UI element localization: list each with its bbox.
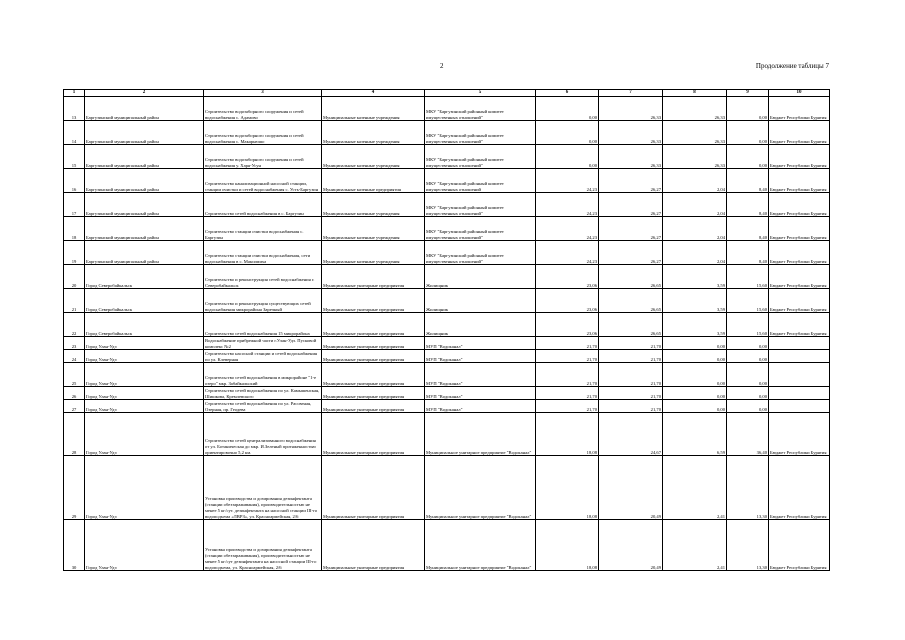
cell-funding-source: Бюджет Республики Бурятия bbox=[769, 520, 830, 571]
table-row bbox=[64, 456, 830, 520]
cell-value-col9: 0,00 bbox=[727, 387, 769, 400]
cell-customer: МУП "Водоканал" bbox=[425, 350, 536, 363]
cell-value-col9: 13,30 bbox=[727, 456, 769, 520]
cell-value-col6: 18,08 bbox=[536, 520, 599, 571]
cell-value-col7: 24,67 bbox=[599, 413, 663, 456]
cell-value-col8: 3,59 bbox=[663, 289, 727, 313]
cell-organization-form: Муниципальные унитарные предприятия bbox=[322, 363, 425, 387]
cell-value-col6: 0,00 bbox=[536, 121, 599, 145]
cell-organization-form: Муниципальные унитарные предприятия bbox=[322, 350, 425, 363]
cell-row-number: 23 bbox=[64, 337, 85, 350]
cell-value-col7: 26,65 bbox=[599, 313, 663, 337]
cell-funding-source: Бюджет Республики Бурятия bbox=[769, 169, 830, 193]
cell-object-name: Строительство водозаборного сооружения и сетей водоснабжения с. Макарьюшо bbox=[204, 121, 322, 145]
cell-value-col9: 13,30 bbox=[727, 520, 769, 571]
cell-value-col6: 24,23 bbox=[536, 169, 599, 193]
cell-value-col7: 21,70 bbox=[599, 363, 663, 387]
table-row bbox=[64, 241, 830, 265]
cell-object-name: Строительство насосной станции и сетей водоснабжения по ул. Клеверная bbox=[204, 350, 322, 363]
cell-customer: Жилищник bbox=[425, 265, 536, 289]
cell-object-name: Строительство канализационной насосной станции, станции очистки и сетей водоснабжения с. Усть-Баргузин bbox=[204, 169, 322, 193]
table-continuation-label: Продолжение таблицы 7 bbox=[755, 62, 829, 70]
cell-customer: Муниципальное унитарное предприятие "Водоканал" bbox=[425, 520, 536, 571]
cell-object-name: Строительство сетей водоснабжения в с. Баргузин bbox=[204, 193, 322, 217]
cell-organization-form: Муниципальные унитарные предприятия bbox=[322, 265, 425, 289]
cell-customer: МКУ "Баргузинский районный комитет имущественных отношений" bbox=[425, 193, 536, 217]
cell-municipality: Город Улан-Удэ bbox=[85, 520, 204, 571]
table-row bbox=[64, 289, 830, 313]
cell-value-col9: 0,00 bbox=[727, 350, 769, 363]
cell-municipality: Баргузинский муниципальный район bbox=[85, 169, 204, 193]
cell-value-col7: 26,65 bbox=[599, 289, 663, 313]
cell-value-col6: 24,23 bbox=[536, 217, 599, 241]
cell-object-name: Строительство станции очистки водоснабжения, сети водоснабжения в с. Максимиха bbox=[204, 241, 322, 265]
cell-municipality: Город Северобайкальск bbox=[85, 289, 204, 313]
cell-value-col7: 21,70 bbox=[599, 400, 663, 413]
cell-customer: МКУ "Баргузинский районный комитет имущественных отношений" bbox=[425, 217, 536, 241]
cell-object-name: Строительство сетей водоснабжения в микрорайоне "1-е озеро" мкр. Забайкальский bbox=[204, 363, 322, 387]
cell-municipality: Город Улан-Удэ bbox=[85, 387, 204, 400]
cell-value-col7: 21,70 bbox=[599, 337, 663, 350]
cell-value-col8: 26,33 bbox=[663, 97, 727, 121]
cell-municipality: Баргузинский муниципальный район bbox=[85, 241, 204, 265]
cell-value-col7: 20,49 bbox=[599, 520, 663, 571]
cell-row-number: 28 bbox=[64, 413, 85, 456]
column-header: 1 bbox=[64, 90, 85, 97]
cell-row-number: 14 bbox=[64, 121, 85, 145]
cell-value-col7: 26,27 bbox=[599, 169, 663, 193]
column-header: 8 bbox=[663, 90, 727, 97]
cell-value-col6: 0,00 bbox=[536, 97, 599, 121]
cell-value-col8: 2,04 bbox=[663, 193, 727, 217]
cell-object-name: Строительство сетей водоснабжения по ул. Камышенская, Шишкова, Кремлевского bbox=[204, 387, 322, 400]
cell-row-number: 20 bbox=[64, 265, 85, 289]
cell-funding-source: Бюджет Республики Бурятия bbox=[769, 265, 830, 289]
table-row bbox=[64, 313, 830, 337]
cell-municipality: Город Северобайкальск bbox=[85, 313, 204, 337]
cell-organization-form: Муниципальные унитарные предприятия bbox=[322, 313, 425, 337]
cell-value-col8: 2,04 bbox=[663, 217, 727, 241]
cell-row-number: 19 bbox=[64, 241, 85, 265]
cell-value-col8: 0,00 bbox=[663, 350, 727, 363]
cell-row-number: 15 bbox=[64, 145, 85, 169]
cell-value-col9: 0,00 bbox=[727, 363, 769, 387]
cell-value-col7: 26,33 bbox=[599, 97, 663, 121]
cell-value-col6: 23,06 bbox=[536, 313, 599, 337]
cell-value-col7: 21,70 bbox=[599, 387, 663, 400]
cell-customer: Жилищник bbox=[425, 313, 536, 337]
cell-funding-source bbox=[769, 363, 830, 387]
cell-object-name: Строительство станции очистки водоснабжения с. Баргузин bbox=[204, 217, 322, 241]
cell-value-col9: 8,40 bbox=[727, 193, 769, 217]
cell-organization-form: Муниципальные казенные учреждения bbox=[322, 193, 425, 217]
cell-value-col8: 0,00 bbox=[663, 363, 727, 387]
cell-value-col9: 0,00 bbox=[727, 337, 769, 350]
table-row bbox=[64, 387, 830, 400]
cell-municipality: Город Улан-Удэ bbox=[85, 363, 204, 387]
cell-value-col6: 21,70 bbox=[536, 387, 599, 400]
cell-customer: МКУ "Баргузинский районный комитет имущественных отношений" bbox=[425, 145, 536, 169]
table-row bbox=[64, 363, 830, 387]
cell-funding-source: Бюджет Республики Бурятия bbox=[769, 241, 830, 265]
cell-object-name: Установка производства и дозирования дезинфектанта (станции обеззараживания), производительностью не менее 5 кг/сут дезинфектанта на насосной станции III-го водоподъема, ул. Красноармейская, 2/6 bbox=[204, 520, 322, 571]
column-header: 4 bbox=[322, 90, 425, 97]
cell-value-col9: 8,40 bbox=[727, 217, 769, 241]
cell-value-col6: 24,23 bbox=[536, 241, 599, 265]
table-row bbox=[64, 520, 830, 571]
cell-funding-source: Бюджет Республики Бурятия bbox=[769, 313, 830, 337]
cell-customer: МКУ "Баргузинский районный комитет имущественных отношений" bbox=[425, 241, 536, 265]
cell-organization-form: Муниципальные унитарные предприятия bbox=[322, 456, 425, 520]
cell-object-name: Строительство сетей водоснабжения по ул. Рассвеная, Озерная, пр. Геодева bbox=[204, 400, 322, 413]
cell-row-number: 24 bbox=[64, 350, 85, 363]
column-header: 9 bbox=[727, 90, 769, 97]
cell-value-col9: 15,60 bbox=[727, 289, 769, 313]
cell-value-col6: 0,00 bbox=[536, 145, 599, 169]
cell-value-col8: 2,04 bbox=[663, 241, 727, 265]
cell-customer: МКУ "Баргузинский районный комитет имущественных отношений bbox=[425, 169, 536, 193]
cell-row-number: 16 bbox=[64, 169, 85, 193]
cell-row-number: 25 bbox=[64, 363, 85, 387]
cell-value-col9: 36,40 bbox=[727, 413, 769, 456]
cell-municipality: Город Улан-Удэ bbox=[85, 400, 204, 413]
cell-funding-source: Бюджет Республики Бурятия bbox=[769, 456, 830, 520]
cell-value-col8: 2,04 bbox=[663, 169, 727, 193]
cell-value-col6: 24,23 bbox=[536, 193, 599, 217]
cell-organization-form: Муниципальные унитарные предприятия bbox=[322, 337, 425, 350]
cell-value-col6: 23,06 bbox=[536, 289, 599, 313]
cell-value-col7: 26,27 bbox=[599, 193, 663, 217]
cell-value-col7: 26,33 bbox=[599, 145, 663, 169]
cell-organization-form: Муниципальные унитарные предприятия bbox=[322, 387, 425, 400]
cell-funding-source: Бюджет Республики Бурятия bbox=[769, 121, 830, 145]
cell-row-number: 27 bbox=[64, 400, 85, 413]
cell-organization-form: Муниципальные казенные предприятия bbox=[322, 169, 425, 193]
cell-value-col8: 3,59 bbox=[663, 313, 727, 337]
cell-customer: МУП "Водоканал" bbox=[425, 337, 536, 350]
cell-customer: Муниципальное унитарное предприятие "Водоканал" bbox=[425, 456, 536, 520]
cell-value-col9: 8,40 bbox=[727, 169, 769, 193]
cell-value-col9: 0,00 bbox=[727, 400, 769, 413]
cell-funding-source bbox=[769, 387, 830, 400]
cell-municipality: Баргузинский муниципальный район bbox=[85, 145, 204, 169]
cell-municipality: Город Улан-Удэ bbox=[85, 413, 204, 456]
cell-organization-form: Муниципальные казенные учреждения bbox=[322, 241, 425, 265]
cell-value-col8: 0,00 bbox=[663, 400, 727, 413]
cell-value-col9: 0,00 bbox=[727, 145, 769, 169]
cell-organization-form: Муниципальные казенные учреждения bbox=[322, 145, 425, 169]
column-header: 10 bbox=[769, 90, 830, 97]
cell-row-number: 18 bbox=[64, 217, 85, 241]
column-header: 6 bbox=[536, 90, 599, 97]
cell-funding-source: Бюджет Республики Бурятия bbox=[769, 193, 830, 217]
table-row bbox=[64, 97, 830, 121]
cell-value-col7: 26,27 bbox=[599, 217, 663, 241]
cell-value-col8: 2,41 bbox=[663, 520, 727, 571]
cell-object-name: Строительство водозаборного сооружения и сетей водоснабжения у. Харя-Усун bbox=[204, 145, 322, 169]
cell-funding-source: Бюджет Республики Бурятия bbox=[769, 413, 830, 456]
cell-organization-form: Муниципальные унитарные предприятия bbox=[322, 413, 425, 456]
data-table bbox=[63, 89, 830, 571]
cell-value-col9: 15,60 bbox=[727, 313, 769, 337]
cell-value-col6: 21,70 bbox=[536, 400, 599, 413]
cell-organization-form: Муниципальные унитарные предприятия bbox=[322, 400, 425, 413]
table-row bbox=[64, 169, 830, 193]
cell-row-number: 29 bbox=[64, 456, 85, 520]
cell-value-col6: 21,70 bbox=[536, 337, 599, 350]
cell-funding-source bbox=[769, 337, 830, 350]
cell-customer: Муниципальное унитарное предприятие "Водоканал" bbox=[425, 413, 536, 456]
cell-object-name: Установка производства и дозирования дезинфектанта (станции обеззараживания), производительностью не менее 5 кг/сут. дезинфектанта на насосной станции III-го водоподъема «ЛВРЗ», ул. Красноармейская, 2/6 bbox=[204, 456, 322, 520]
cell-value-col8: 0,00 bbox=[663, 337, 727, 350]
cell-object-name: Строительство водозаборного сооружения и сетей водоснабжения с. Адамово bbox=[204, 97, 322, 121]
cell-municipality: Город Улан-Удэ bbox=[85, 350, 204, 363]
cell-value-col9: 15,60 bbox=[727, 265, 769, 289]
cell-municipality: Баргузинский муниципальный район bbox=[85, 193, 204, 217]
cell-organization-form: Муниципальные унитарные предприятия bbox=[322, 520, 425, 571]
cell-funding-source: Бюджет Республики Бурятия bbox=[769, 145, 830, 169]
cell-value-col8: 26,33 bbox=[663, 145, 727, 169]
cell-organization-form: Муниципальные казенные учреждения bbox=[322, 97, 425, 121]
cell-value-col9: 0,00 bbox=[727, 97, 769, 121]
cell-row-number: 13 bbox=[64, 97, 85, 121]
cell-value-col6: 18,08 bbox=[536, 456, 599, 520]
cell-object-name: Строительство сетей водоснабжения 15 микрорайона bbox=[204, 313, 322, 337]
cell-municipality: Баргузинский муниципальный район bbox=[85, 121, 204, 145]
cell-object-name: Строительство и реконструкция существующих сетей водоснабжения микрорайона Заречный bbox=[204, 289, 322, 313]
cell-funding-source bbox=[769, 350, 830, 363]
cell-object-name: Строительство и реконструкция сетей водоснабжения г. Северобайкальск bbox=[204, 265, 322, 289]
cell-object-name: Водоснабжение прибрежной части г.Улан-Удэ. Пусковой комплекс №2 bbox=[204, 337, 322, 350]
cell-value-col7: 20,49 bbox=[599, 456, 663, 520]
table-row bbox=[64, 400, 830, 413]
cell-municipality: Город Улан-Удэ bbox=[85, 337, 204, 350]
table-body bbox=[64, 97, 830, 571]
cell-funding-source: Бюджет Республики Бурятия bbox=[769, 217, 830, 241]
cell-value-col7: 26,27 bbox=[599, 241, 663, 265]
column-header: 7 bbox=[599, 90, 663, 97]
cell-organization-form: Муниципальные унитарные предприятия bbox=[322, 289, 425, 313]
cell-municipality: Баргузинский муниципальный район bbox=[85, 97, 204, 121]
cell-value-col8: 3,59 bbox=[663, 265, 727, 289]
cell-object-name: Строительство сетей централизованного водоснабжения от ул. Ботаническая до мкр. И.Зеленый протяженностью ориентировочно 5,2 км. bbox=[204, 413, 322, 456]
column-header: 5 bbox=[425, 90, 536, 97]
cell-value-col6: 21,70 bbox=[536, 350, 599, 363]
cell-row-number: 21 bbox=[64, 289, 85, 313]
table-row bbox=[64, 350, 830, 363]
cell-value-col6: 21,70 bbox=[536, 363, 599, 387]
cell-customer: МКУ "Баргузинский районный комитет имущественных отношений" bbox=[425, 97, 536, 121]
cell-row-number: 22 bbox=[64, 313, 85, 337]
cell-value-col8: 26,33 bbox=[663, 121, 727, 145]
table-header-row bbox=[64, 90, 830, 97]
column-header: 2 bbox=[85, 90, 204, 97]
cell-value-col7: 21,70 bbox=[599, 350, 663, 363]
cell-organization-form: Муниципальные казенные учреждения bbox=[322, 217, 425, 241]
cell-value-col9: 8,40 bbox=[727, 241, 769, 265]
page-number: 2 bbox=[440, 62, 444, 70]
table-row bbox=[64, 337, 830, 350]
table-row bbox=[64, 145, 830, 169]
cell-customer: МКУ "Баргузинский районный комитет имущественных отношений" bbox=[425, 121, 536, 145]
cell-funding-source: Бюджет Республики Бурятия bbox=[769, 289, 830, 313]
cell-value-col8: 2,41 bbox=[663, 456, 727, 520]
cell-customer: МУП "Водоканал" bbox=[425, 400, 536, 413]
cell-value-col9: 0,00 bbox=[727, 121, 769, 145]
cell-municipality: Город Улан-Удэ bbox=[85, 456, 204, 520]
cell-row-number: 17 bbox=[64, 193, 85, 217]
cell-funding-source bbox=[769, 400, 830, 413]
cell-municipality: Город Северобайкальск bbox=[85, 265, 204, 289]
cell-value-col6: 18,08 bbox=[536, 413, 599, 456]
table-row bbox=[64, 121, 830, 145]
cell-funding-source: Бюджет Республики Бурятия bbox=[769, 97, 830, 121]
cell-organization-form: Муниципальные казенные учреждения bbox=[322, 121, 425, 145]
table-row bbox=[64, 217, 830, 241]
cell-customer: МУП "Водоканал" bbox=[425, 387, 536, 400]
cell-value-col6: 23,06 bbox=[536, 265, 599, 289]
cell-customer: Жилищник bbox=[425, 289, 536, 313]
table-row bbox=[64, 265, 830, 289]
table-row bbox=[64, 413, 830, 456]
cell-row-number: 26 bbox=[64, 387, 85, 400]
column-header: 3 bbox=[204, 90, 322, 97]
cell-value-col7: 26,65 bbox=[599, 265, 663, 289]
cell-row-number: 30 bbox=[64, 520, 85, 571]
cell-municipality: Баргузинский муниципальный район bbox=[85, 217, 204, 241]
cell-value-col7: 26,33 bbox=[599, 121, 663, 145]
cell-customer: МУП "Водоканал" bbox=[425, 363, 536, 387]
cell-value-col8: 0,00 bbox=[663, 387, 727, 400]
cell-value-col8: 6,59 bbox=[663, 413, 727, 456]
table-row bbox=[64, 193, 830, 217]
